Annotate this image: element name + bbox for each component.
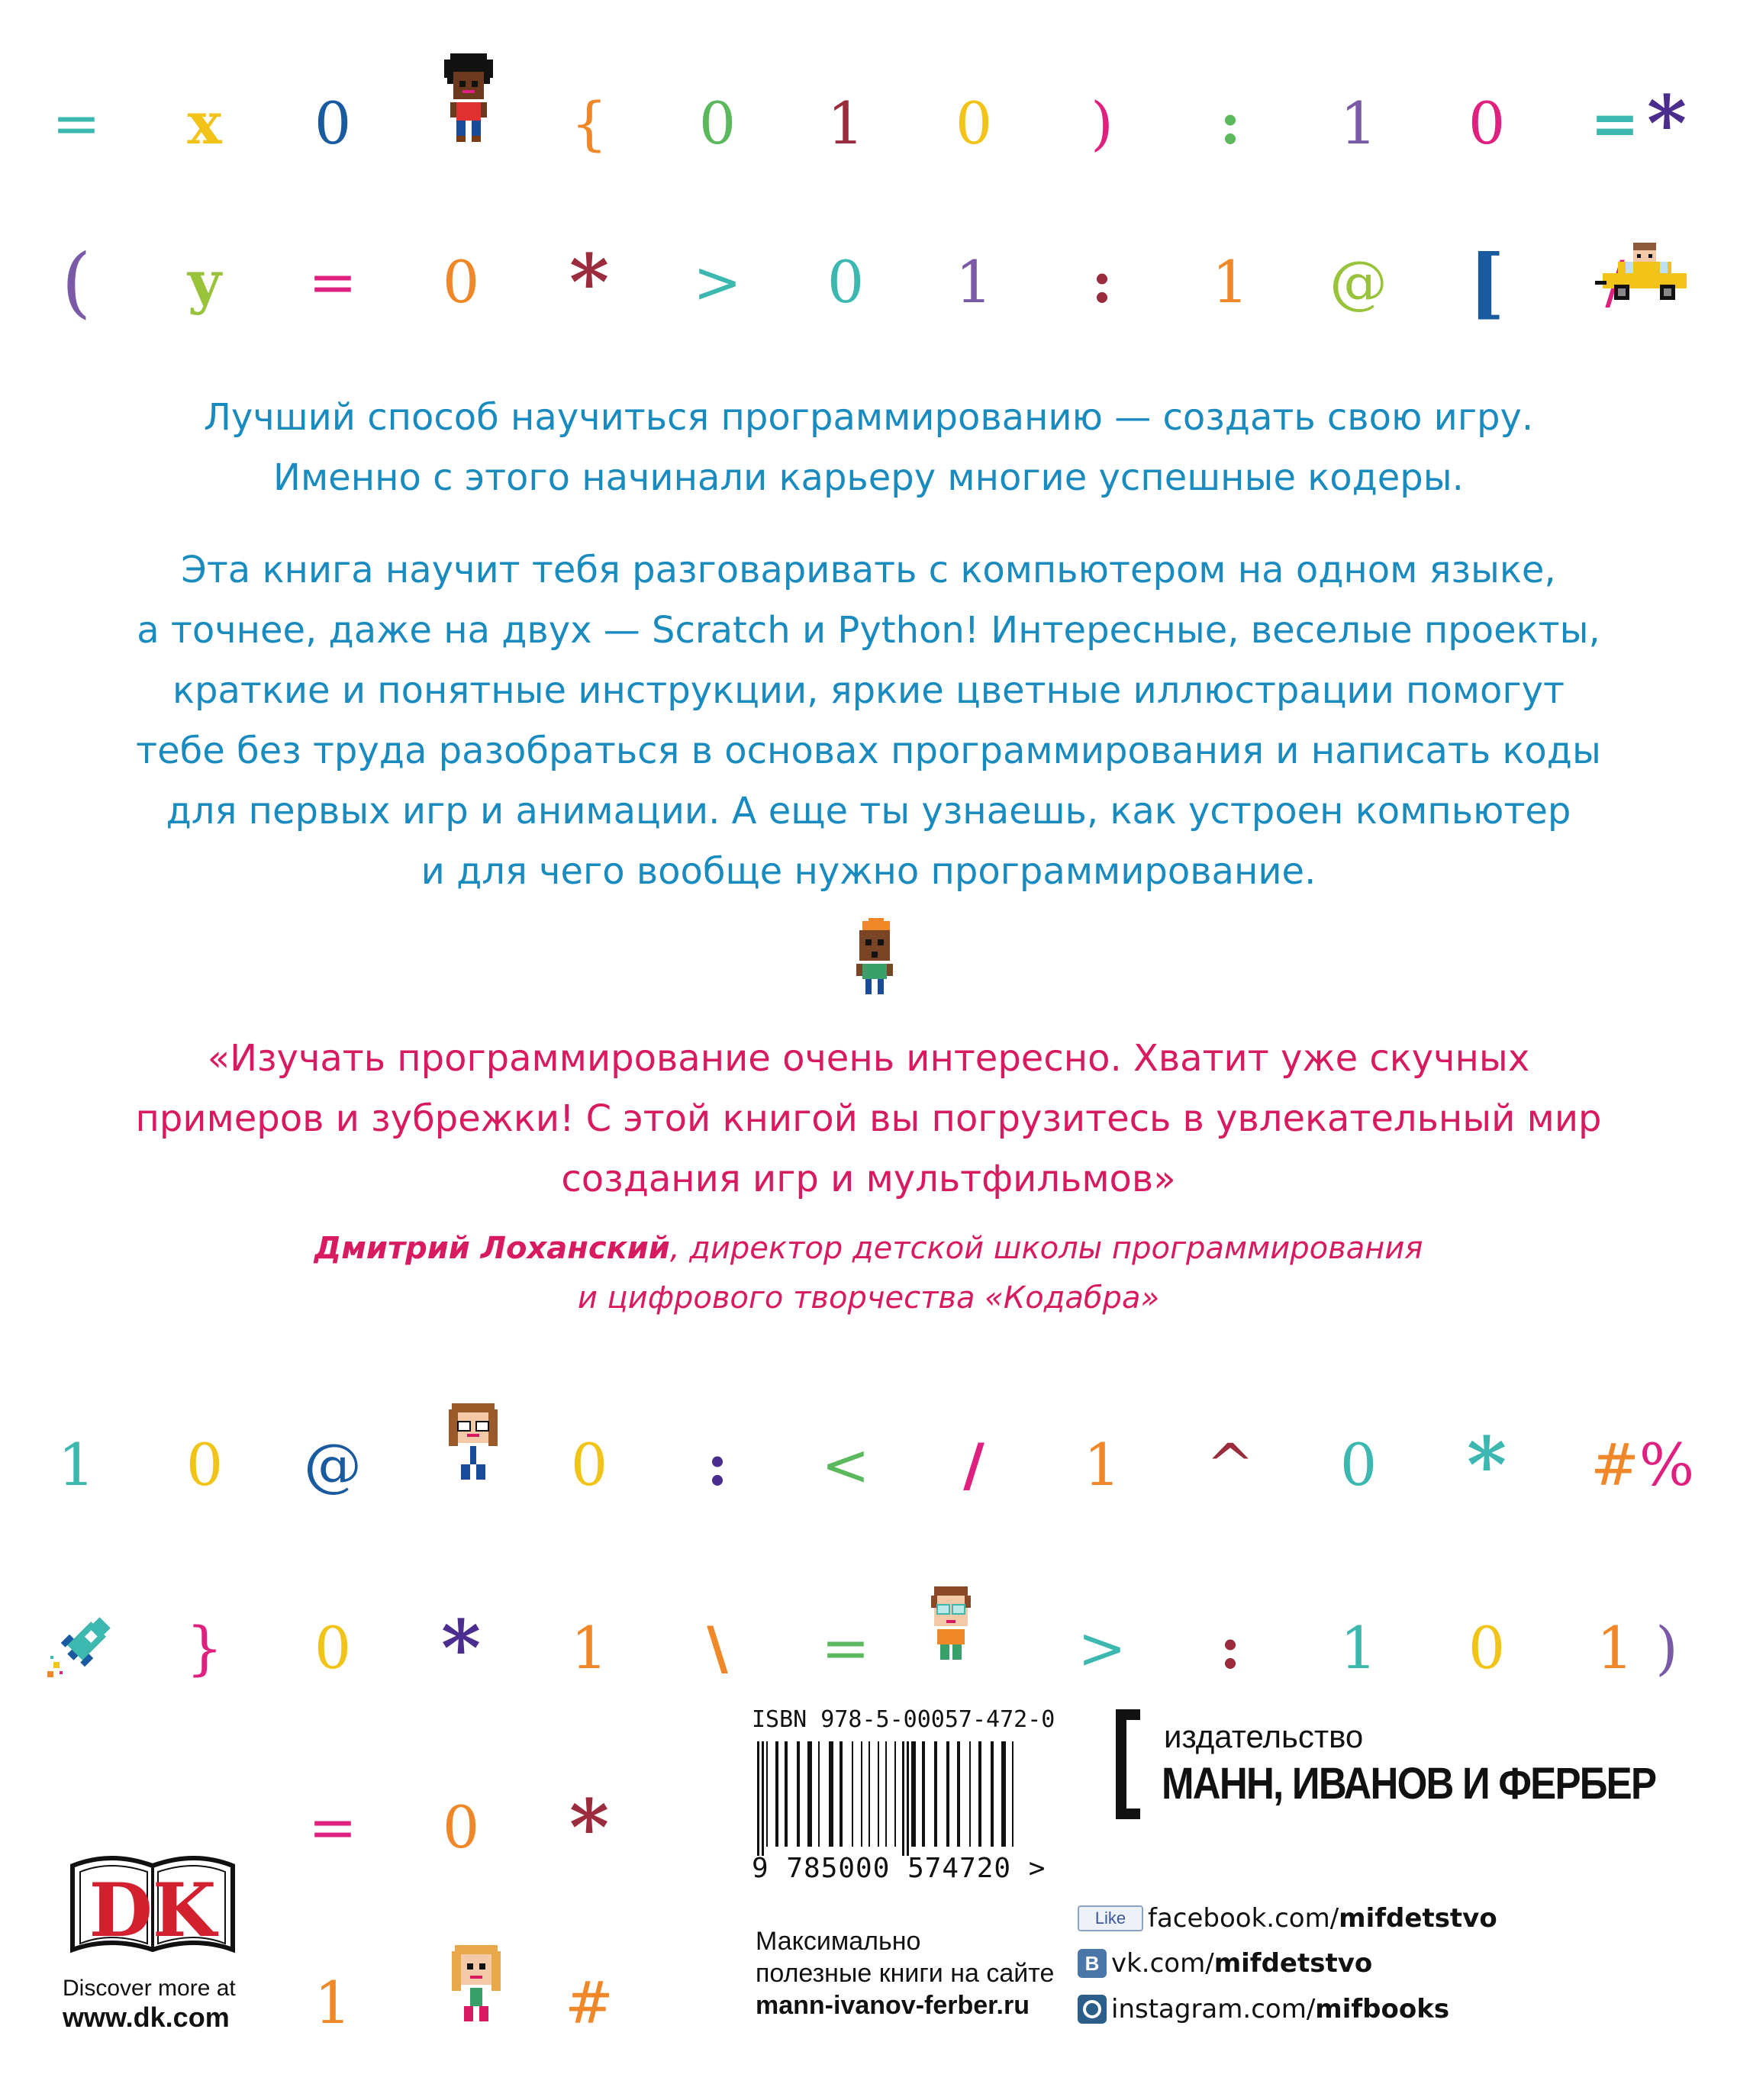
testimonial-quote [122, 1029, 1615, 1209]
symbol-asterisk: * [1646, 79, 1687, 169]
text-line: Лучший способ научиться программированию — создать свою игру. [203, 396, 1534, 439]
symbol-one: 1 [955, 248, 993, 316]
barcode-bar [922, 1741, 925, 1847]
instagram-handle: mifbooks [1315, 1994, 1450, 2024]
symbol-greater-than: > [693, 248, 742, 316]
facebook-prefix: facebook.com/ [1148, 1903, 1339, 1934]
symbol-zero: 0 [442, 248, 480, 316]
symbol-zero: 0 [827, 248, 865, 316]
promo-line-1: Максимально [756, 1927, 921, 1956]
barcode-bar [991, 1741, 994, 1847]
publisher-promo [756, 1925, 1054, 2021]
barcode-bar [902, 1741, 904, 1856]
symbol-equals: = [52, 89, 101, 157]
instagram-link[interactable] [1078, 1993, 1449, 2025]
dk-website-link[interactable]: www.dk.com [63, 2002, 230, 2033]
symbol-zero: 0 [1468, 89, 1506, 157]
symbol-one: 1 [1339, 1614, 1378, 1682]
symbol-zero: 0 [955, 89, 993, 157]
like-label: Like [1094, 1908, 1126, 1928]
symbol-caret: ^ [1206, 1431, 1255, 1499]
dk-logo [65, 1850, 240, 1968]
vk-handle: mifdetstvo [1213, 1948, 1373, 1979]
barcode-bar [757, 1741, 759, 1856]
promo-line-2: полезные книги на сайте [756, 1959, 1055, 1988]
symbol-one: 1 [827, 89, 865, 157]
quote-line: создания игр и мультфильмов» [561, 1158, 1176, 1200]
symbol-zero: 0 [1339, 1431, 1378, 1499]
symbol-brace-close: } [185, 1614, 224, 1682]
barcode-bar [762, 1741, 764, 1856]
symbol-equals: = [1590, 89, 1639, 157]
instagram-icon [1078, 1995, 1107, 2024]
glasses-boy-icon [925, 1586, 977, 1667]
symbol-zero: 0 [185, 1431, 224, 1499]
isbn-label: ISBN 978-5-00057-472-0 [752, 1706, 1055, 1733]
symbol-less-than: < [821, 1431, 870, 1499]
quote-author: Дмитрий Лоханский [314, 1231, 670, 1266]
vk-link[interactable] [1078, 1947, 1372, 1979]
barcode-bar [911, 1741, 916, 1847]
symbol-zero: 0 [442, 1793, 480, 1861]
barcode-bar [852, 1741, 853, 1847]
quote-line: примеров и зубрежки! С этой книгой вы погрузитесь в увлекательный мир [135, 1097, 1602, 1140]
barcode-bar [807, 1741, 812, 1847]
symbol-one: 1 [570, 1614, 608, 1682]
barcode-bar [868, 1741, 870, 1847]
vk-icon [1078, 1949, 1107, 1978]
symbol-hash: # [1590, 1431, 1639, 1499]
barcode-bar [785, 1741, 788, 1847]
publisher-name: МАНН, ИВАНОВ И ФЕРБЕР [1162, 1759, 1656, 1809]
barcode-digits: 9 785000 574720 > [752, 1853, 1046, 1884]
barcode-bar [839, 1741, 843, 1847]
symbol-greater-than: > [1078, 1614, 1126, 1682]
barcode-bar [878, 1741, 879, 1847]
symbol-brace-open: { [570, 89, 608, 157]
quote-author-role-cont: и цифрового творчества «Кодабра» [577, 1280, 1160, 1316]
quote-line: «Изучать программирование очень интересно. Хватит уже скучных [207, 1037, 1530, 1080]
barcode-bar [969, 1741, 971, 1847]
symbol-zero: 0 [314, 89, 352, 157]
text-line: Именно с этого начинали карьеру многие успешные кодеры. [273, 456, 1464, 499]
symbol-bracket-open: [ [1468, 237, 1505, 327]
dk-logo-letters: DK [89, 1867, 217, 1953]
symbol-colon: : [1219, 1614, 1242, 1682]
afro-kid-icon [441, 53, 496, 142]
barcode-bar [829, 1741, 833, 1847]
symbol-asterisk: * [1466, 1420, 1507, 1510]
barcode-bar [894, 1741, 896, 1847]
vk-prefix: vk.com/ [1111, 1948, 1214, 1979]
symbol-one: 1 [57, 1431, 95, 1499]
symbol-backslash: \ [707, 1614, 728, 1682]
facebook-handle: mifdetstvo [1339, 1903, 1497, 1934]
yellow-car-icon [1595, 243, 1694, 304]
symbol-x-letter: x [187, 89, 222, 157]
text-line: тебе без труда разобраться в основах программирования и написать коды [136, 730, 1601, 772]
barcode-bar [885, 1741, 887, 1847]
symbol-hash: # [565, 1969, 614, 2037]
barcode-bar [861, 1741, 862, 1847]
symbol-zero: 0 [698, 89, 736, 157]
symbol-equals: = [308, 248, 357, 316]
barcode-bar [978, 1741, 981, 1847]
publisher-bracket-logo [1116, 1709, 1140, 1819]
barcode-bar [818, 1741, 820, 1847]
symbol-colon: : [706, 1431, 729, 1499]
instagram-prefix: instagram.com/ [1111, 1994, 1316, 2024]
barcode-bar [957, 1741, 960, 1847]
promo-website-link[interactable]: mann-ivanov-ferber.ru [756, 1991, 1030, 2020]
barcode-bar [775, 1741, 778, 1847]
symbol-one: 1 [1211, 248, 1249, 316]
quote-author-role: , директор детской школы программирования [669, 1231, 1423, 1266]
symbol-at-sign: @ [1329, 248, 1387, 316]
symbol-zero: 0 [314, 1614, 352, 1682]
symbol-one: 1 [314, 1969, 352, 2037]
symbol-paren-close: ) [1655, 1614, 1678, 1682]
publisher-label: издательство [1164, 1718, 1364, 1754]
symbol-paren-open: ( [61, 237, 92, 327]
symbol-asterisk: * [569, 1783, 610, 1873]
text-line: краткие и понятные инструкции, яркие цветные иллюстрации помогут [172, 669, 1565, 712]
symbol-colon: : [1091, 248, 1113, 316]
vk-icon-letter: B [1084, 1951, 1100, 1975]
description-paragraph-1 [122, 388, 1615, 508]
rocket-icon [47, 1610, 118, 1680]
symbol-percent: % [1639, 1431, 1695, 1499]
symbol-slash: / [963, 1431, 985, 1499]
dk-line-1: Discover more at [63, 1976, 236, 2001]
symbol-equals: = [821, 1614, 870, 1682]
barcode-bar [766, 1741, 768, 1847]
text-line: для первых игр и анимации. А еще ты узнаешь, как устроен компьютер [166, 790, 1571, 833]
barcode-bar [1012, 1741, 1014, 1847]
orange-hair-kid-icon [850, 917, 899, 998]
text-line: а точнее, даже на двух — Scratch и Python! Интересные, веселые проекты, [137, 609, 1600, 652]
barcode-bar [907, 1741, 909, 1856]
description-paragraph-2 [122, 540, 1615, 902]
blonde-girl-icon [446, 1944, 507, 2028]
barcode-bar [946, 1741, 949, 1847]
barcode-bar [1001, 1741, 1006, 1847]
text-line: Эта книга научит тебя разговаривать с компьютером на одном языке, [181, 549, 1556, 591]
barcode [757, 1741, 1017, 1856]
symbol-asterisk: * [440, 1603, 482, 1693]
dk-tagline [63, 1975, 236, 2033]
symbol-zero: 0 [570, 1431, 608, 1499]
quote-attribution [122, 1224, 1615, 1323]
symbol-one: 1 [1596, 1614, 1634, 1682]
symbol-paren-close: ) [1091, 89, 1113, 157]
facebook-link[interactable] [1078, 1902, 1497, 1934]
symbol-one: 1 [1339, 89, 1378, 157]
symbol-y-letter: y [187, 248, 222, 316]
symbol-equals: = [308, 1793, 357, 1861]
facebook-like-icon[interactable] [1078, 1905, 1143, 1931]
glasses-girl-icon [443, 1403, 504, 1486]
symbol-colon: : [1219, 89, 1242, 157]
symbol-at-sign: @ [304, 1431, 362, 1499]
text-line: и для чего вообще нужно программирование. [421, 850, 1316, 893]
barcode-bar [934, 1741, 937, 1847]
symbol-one: 1 [1083, 1431, 1121, 1499]
symbol-asterisk: * [569, 237, 610, 327]
symbol-zero: 0 [1468, 1614, 1506, 1682]
barcode-bar [797, 1741, 800, 1847]
